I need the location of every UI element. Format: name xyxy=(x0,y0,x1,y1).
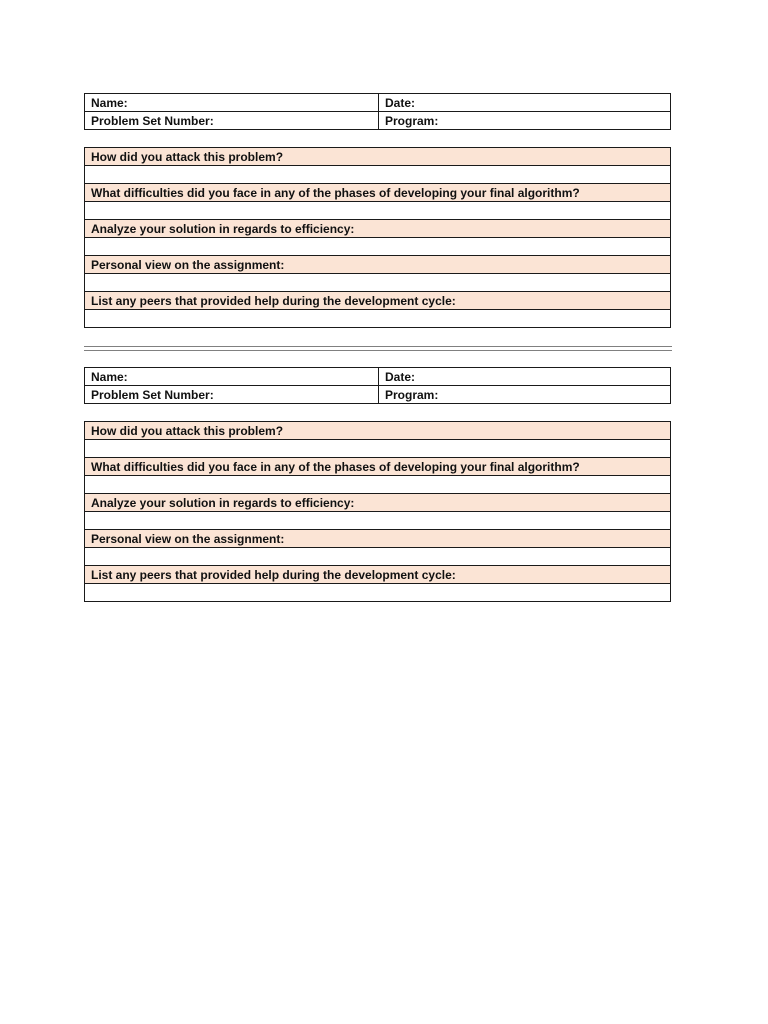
answer-field-peers[interactable] xyxy=(85,584,671,602)
program-field[interactable]: Program: xyxy=(379,386,671,404)
reflection-form-1 xyxy=(84,93,671,328)
name-field[interactable]: Name: xyxy=(85,94,379,112)
questions-table xyxy=(84,147,671,328)
question-attack: How did you attack this problem? xyxy=(85,148,671,166)
info-row-problemset-program xyxy=(85,112,671,130)
answer-field-personal-view[interactable] xyxy=(85,548,671,566)
student-info-table xyxy=(84,367,671,404)
answer-field-attack[interactable] xyxy=(85,440,671,458)
question-peers: List any peers that provided help during the development cycle: xyxy=(85,292,671,310)
name-field[interactable]: Name: xyxy=(85,368,379,386)
info-row-name-date xyxy=(85,94,671,112)
question-personal-view: Personal view on the assignment: xyxy=(85,530,671,548)
student-info-table xyxy=(84,93,671,130)
problem-set-number-field[interactable]: Problem Set Number: xyxy=(85,112,379,130)
date-field[interactable]: Date: xyxy=(379,368,671,386)
question-personal-view: Personal view on the assignment: xyxy=(85,256,671,274)
info-row-name-date xyxy=(85,368,671,386)
answer-field-peers[interactable] xyxy=(85,310,671,328)
answer-field-personal-view[interactable] xyxy=(85,274,671,292)
answer-field-efficiency[interactable] xyxy=(85,238,671,256)
info-row-problemset-program xyxy=(85,386,671,404)
questions-table xyxy=(84,421,671,602)
problem-set-number-field[interactable]: Problem Set Number: xyxy=(85,386,379,404)
question-peers: List any peers that provided help during the development cycle: xyxy=(85,566,671,584)
question-attack: How did you attack this problem? xyxy=(85,422,671,440)
answer-field-difficulties[interactable] xyxy=(85,476,671,494)
date-field[interactable]: Date: xyxy=(379,94,671,112)
answer-field-attack[interactable] xyxy=(85,166,671,184)
answer-field-efficiency[interactable] xyxy=(85,512,671,530)
question-difficulties: What difficulties did you face in any of the phases of developing your final algorithm? xyxy=(85,184,671,202)
reflection-form-2 xyxy=(84,367,671,602)
question-efficiency: Analyze your solution in regards to efficiency: xyxy=(85,494,671,512)
question-efficiency: Analyze your solution in regards to efficiency: xyxy=(85,220,671,238)
answer-field-difficulties[interactable] xyxy=(85,202,671,220)
section-divider xyxy=(84,346,672,351)
question-difficulties: What difficulties did you face in any of the phases of developing your final algorithm? xyxy=(85,458,671,476)
program-field[interactable]: Program: xyxy=(379,112,671,130)
